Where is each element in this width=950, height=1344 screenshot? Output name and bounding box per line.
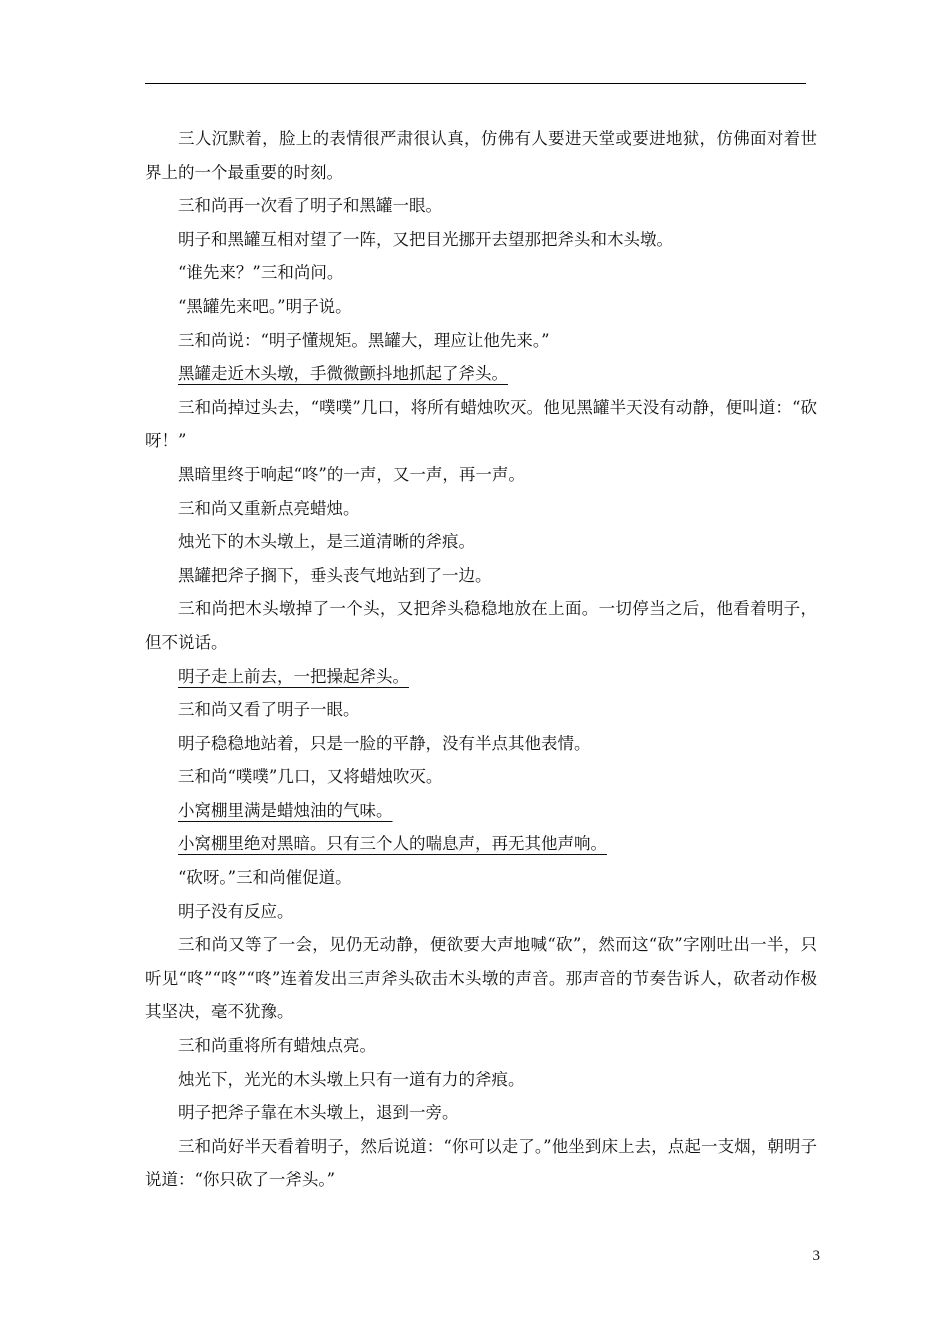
paragraph-text: 黑暗里终于响起“咚”的一声，又一声，再一声。: [178, 464, 525, 484]
paragraph-text: 三和尚又重新点亮蜡烛。: [178, 498, 360, 518]
paragraph-text: 三和尚再一次看了明子和黑罐一眼。: [178, 196, 442, 216]
underlined-paragraph: [145, 660, 817, 694]
paragraph: [145, 760, 817, 794]
paragraph-text: 明子走上前去，一把操起斧头。: [178, 666, 409, 686]
paragraph-text: 明子把斧子靠在木头墩上，退到一旁。: [178, 1103, 459, 1123]
paragraph: [145, 492, 817, 526]
paragraph: [145, 727, 817, 761]
paragraph: [145, 391, 817, 458]
paragraph: [145, 1130, 817, 1197]
paragraph-text: 三和尚好半天看着明子，然后说道：“你可以走了。”他坐到床上去，点起一支烟，朝明子说道：“你只砍了一斧头。”: [145, 1136, 817, 1190]
paragraph-text: 三和尚重将所有蜡烛点亮。: [178, 1036, 376, 1056]
paragraph: [145, 290, 817, 324]
page-number: 3: [812, 1248, 820, 1264]
document-body: [145, 122, 817, 1197]
paragraph: [145, 122, 817, 189]
paragraph: [145, 693, 817, 727]
paragraph-text: 明子和黑罐互相对望了一阵，又把目光挪开去望那把斧头和木头墩。: [178, 229, 673, 249]
paragraph: [145, 928, 817, 1029]
underlined-paragraph: [145, 827, 817, 861]
paragraph-text: 黑罐把斧子搁下，垂头丧气地站到了一边。: [178, 565, 492, 585]
paragraph-text: 三和尚又等了一会，见仍无动静，便欲要大声地喊“砍”，然而这“砍”字刚吐出一半，只听见“咚”“咚”“咚”连着发出三声斧头砍击木头墩的声音。那声音的节奏告诉人，砍者动作极其坚决，毫不犹豫。: [145, 935, 817, 1022]
paragraph-text: 明子稳稳地站着，只是一脸的平静，没有半点其他表情。: [178, 733, 591, 753]
paragraph: [145, 1096, 817, 1130]
paragraph: [145, 324, 817, 358]
header-rule: [145, 83, 806, 84]
paragraph-text: 三和尚说：“明子懂规矩。黑罐大，理应让他先来。”: [178, 330, 550, 350]
underlined-paragraph: [145, 357, 817, 391]
paragraph-text: “谁先来？”三和尚问。: [178, 263, 344, 283]
paragraph-text: 三和尚把木头墩掉了一个头，又把斧头稳稳地放在上面。一切停当之后，他看着明子，但不说话。: [145, 599, 817, 652]
underlined-paragraph: [145, 794, 817, 828]
paragraph: [145, 525, 817, 559]
paragraph-text: 三人沉默着，脸上的表情很严肃很认真，仿佛有人要进天堂或要进地狱，仿佛面对着世界上的一个最重要的时刻。: [145, 129, 817, 182]
paragraph-text: 小窝棚里满是蜡烛油的气味。: [178, 800, 393, 820]
paragraph: [145, 592, 817, 659]
paragraph-text: “黑罐先来吧。”明子说。: [178, 296, 352, 316]
paragraph-text: “砍呀。”三和尚催促道。: [178, 868, 352, 888]
paragraph-text: 三和尚“噗噗”几口，又将蜡烛吹灭。: [178, 767, 443, 787]
paragraph-text: 明子没有反应。: [178, 901, 294, 921]
paragraph-text: 烛光下的木头墩上，是三道清晰的斧痕。: [178, 532, 475, 552]
paragraph-text: 小窝棚里绝对黑暗。只有三个人的喘息声，再无其他声响。: [178, 834, 607, 854]
paragraph-text: 三和尚又看了明子一眼。: [178, 700, 360, 720]
paragraph: [145, 1063, 817, 1097]
paragraph: [145, 223, 817, 257]
paragraph: [145, 1029, 817, 1063]
paragraph: [145, 256, 817, 290]
paragraph-text: 三和尚掉过头去，“噗噗”几口，将所有蜡烛吹灭。他见黑罐半天没有动静，便叫道：“砍呀！”: [145, 397, 817, 451]
paragraph-text: 黑罐走近木头墩，手微微颤抖地抓起了斧头。: [178, 364, 508, 384]
paragraph-text: 烛光下，光光的木头墩上只有一道有力的斧痕。: [178, 1069, 525, 1089]
paragraph: [145, 559, 817, 593]
paragraph: [145, 458, 817, 492]
paragraph: [145, 895, 817, 929]
paragraph: [145, 861, 817, 895]
paragraph: [145, 189, 817, 223]
